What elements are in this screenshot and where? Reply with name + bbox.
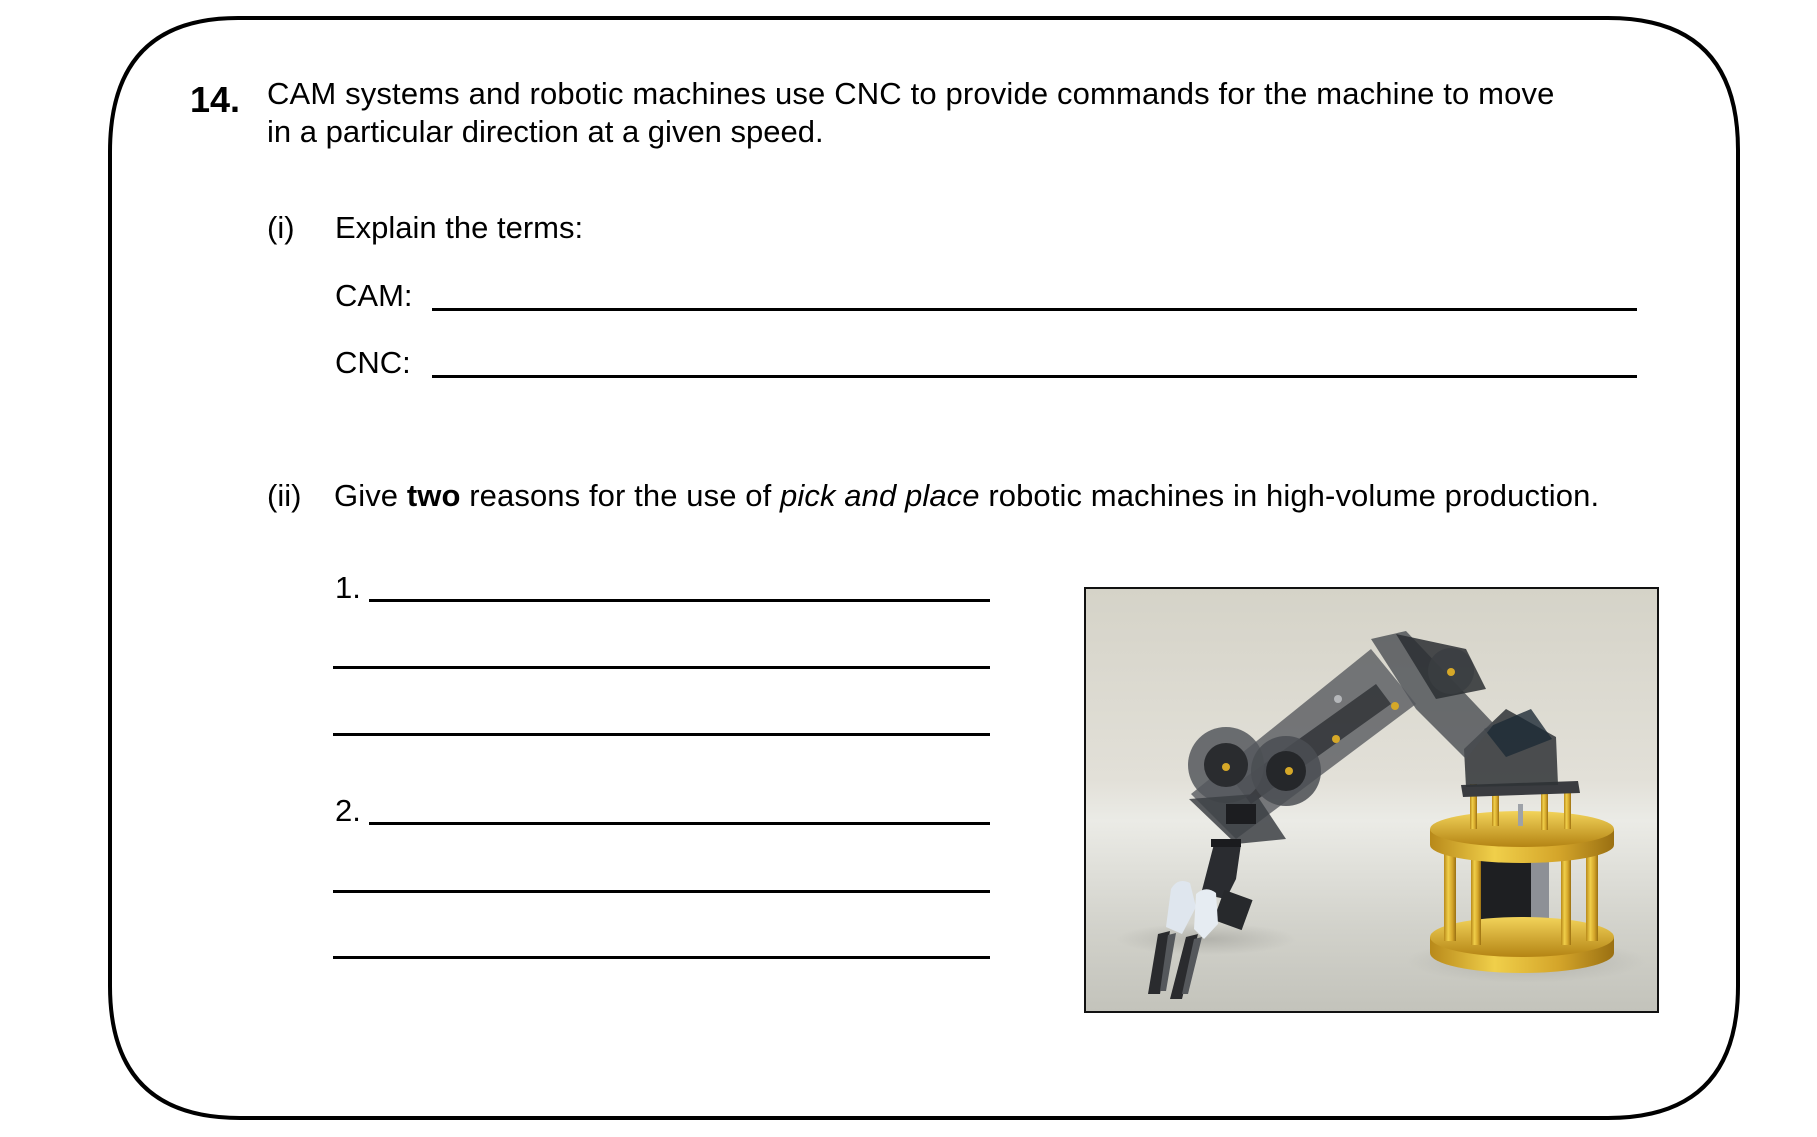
term-cnc-label: CNC: — [335, 345, 411, 380]
answer-1-line-1[interactable] — [369, 599, 990, 602]
term-cam-label: CAM: — [335, 278, 413, 313]
part-ii-prompt — [334, 480, 1599, 511]
part-ii-prompt-italic: pick and place — [780, 478, 980, 513]
part-ii-label: (ii) — [267, 478, 302, 513]
robot-arm-image — [1084, 587, 1659, 1013]
part-i-prompt: Explain the terms: — [335, 210, 584, 245]
answer-1-line-3[interactable] — [333, 733, 990, 736]
question-stem-line-1: CAM systems and robotic machines use CNC to provide commands for the machine to move — [267, 76, 1555, 111]
cam-answer-line[interactable] — [432, 308, 1637, 311]
part-ii-prompt-end: robotic machines in high-volume production. — [979, 478, 1600, 513]
robot-arm-illustration — [1086, 589, 1657, 1011]
question-stem-line-2: in a particular direction at a given speed. — [267, 114, 824, 149]
part-ii-prompt-middle: reasons for the use of — [460, 478, 781, 513]
answer-2-line-1[interactable] — [369, 822, 990, 825]
part-ii-prompt-bold: two — [406, 478, 461, 513]
answer-2-label: 2. — [335, 793, 361, 828]
part-ii-prompt-start: Give — [334, 478, 407, 513]
part-i-label: (i) — [267, 210, 295, 245]
answer-1-label: 1. — [335, 570, 361, 605]
answer-2-line-3[interactable] — [333, 956, 990, 959]
answer-1-line-2[interactable] — [333, 666, 990, 669]
question-number: 14. — [190, 79, 241, 120]
answer-2-line-2[interactable] — [333, 890, 990, 893]
cnc-answer-line[interactable] — [432, 375, 1637, 378]
